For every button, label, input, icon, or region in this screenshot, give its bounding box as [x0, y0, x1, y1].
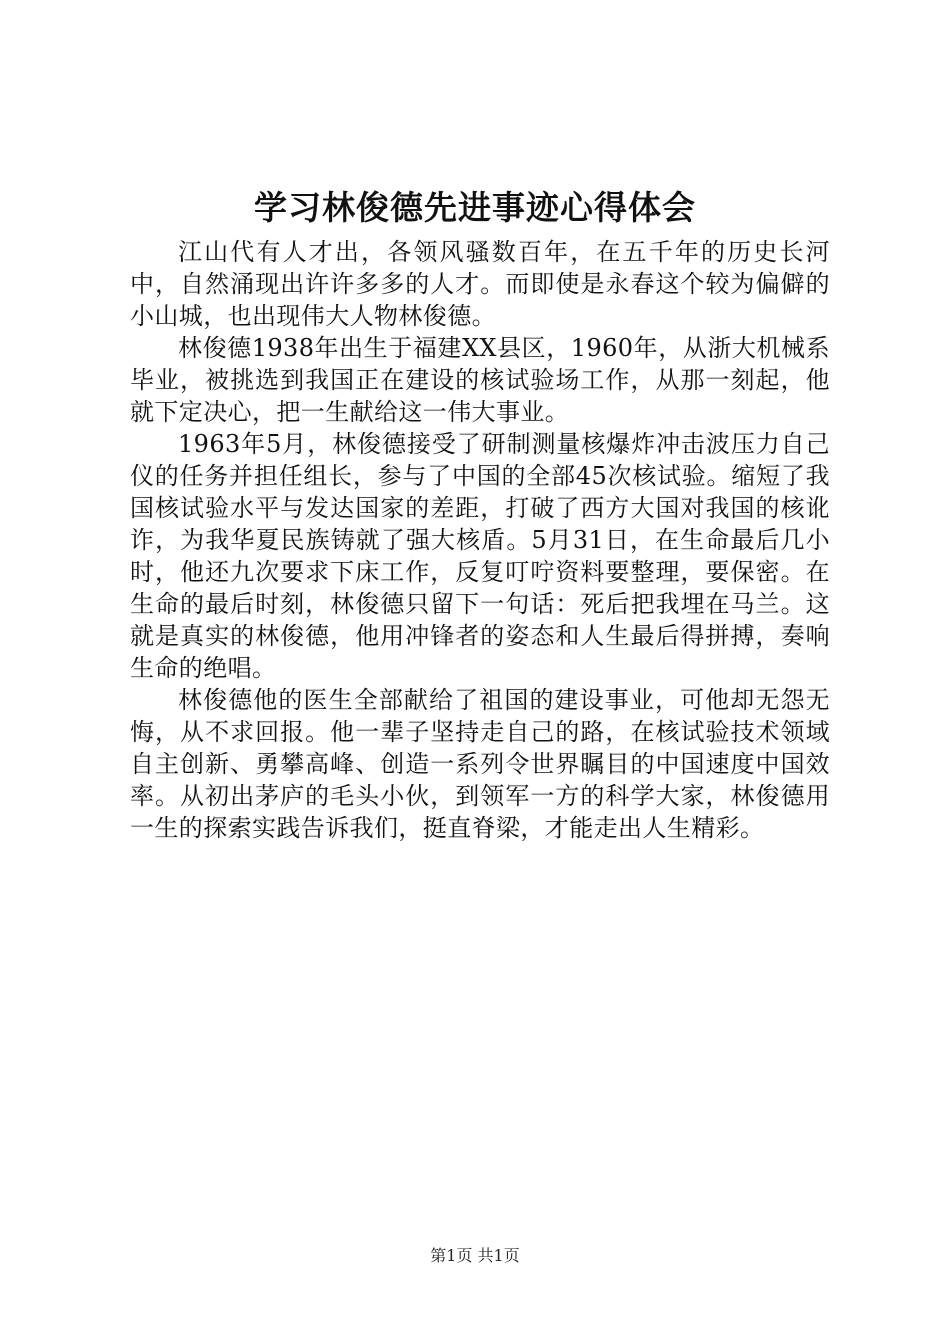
- document-title: 学习林俊德先进事迹心得体会: [254, 188, 696, 227]
- paragraph-3: 1963年5月，林俊德接受了研制测量核爆炸冲击波压力自己仪的任务并担任组长，参与了中国的全部45次核试验。缩短了我国核试验水平与发达国家的差距，打破了西方大国对我国的核讹诈，为我华夏民族铸就了强大核盾。5月31日，在生命最后几小时，他还九次要求下床工作，反复叮咛资料要整理，要保密。在生命的最后时刻，林俊德只留下一句话：死后把我埋在马兰。这就是真实的林俊德，他用冲锋者的姿态和人生最后得拼搏，奏响生命的绝唱。: [130, 430, 830, 682]
- document-body: [130, 236, 830, 844]
- paragraph-2: 林俊德1938年出生于福建XX县区，1960年，从浙大机械系毕业，被挑选到我国正在建设的核试验场工作，从那一刻起，他就下定决心，把一生献给这一伟大事业。: [130, 334, 830, 426]
- page-number-footer: 第1页 共1页: [430, 1246, 520, 1265]
- paragraph-1: 江山代有人才出，各领风骚数百年，在五千年的历史长河中，自然涌现出许许多多的人才。而即使是永春这个较为偏僻的小山城，也出现伟大人物林俊德。: [130, 238, 830, 330]
- paragraph-4: 林俊德他的医生全部献给了祖国的建设事业，可他却无怨无悔，从不求回报。他一辈子坚持走自己的路，在核试验技术领域自主创新、勇攀高峰、创造一系列令世界瞩目的中国速度中国效率。从初出茅庐的毛头小伙，到领军一方的科学大家，林俊德用一生的探索实践告诉我们，挺直脊梁，才能走出人生精彩。: [130, 686, 830, 842]
